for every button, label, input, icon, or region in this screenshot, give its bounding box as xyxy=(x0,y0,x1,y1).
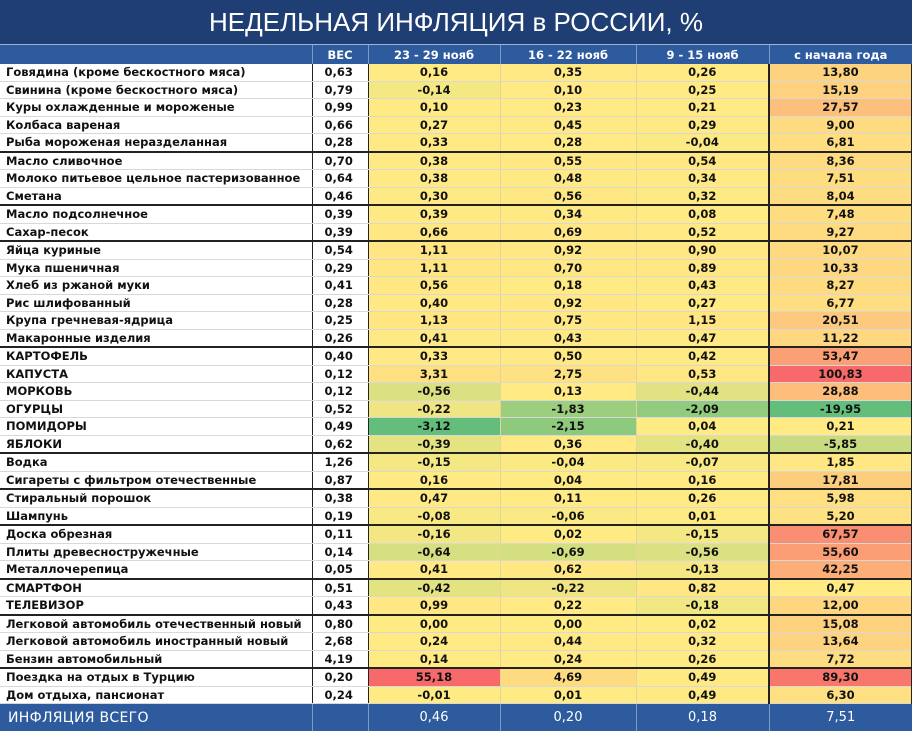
row-name: Водка xyxy=(0,453,312,471)
table-row xyxy=(0,81,912,99)
table-row xyxy=(0,134,912,152)
row-weight: 0,70 xyxy=(312,152,368,170)
row-week-1: 0,30 xyxy=(368,187,500,205)
table-row xyxy=(0,615,912,633)
table-row xyxy=(0,489,912,507)
row-weight: 0,87 xyxy=(312,471,368,489)
table-row xyxy=(0,152,912,170)
row-week-2: 0,92 xyxy=(500,241,636,259)
row-week-2: -2,15 xyxy=(500,418,636,436)
row-week-1: 0,16 xyxy=(368,471,500,489)
row-week-1: 0,99 xyxy=(368,597,500,615)
row-name: Яйца куриные xyxy=(0,241,312,259)
row-weight: 0,51 xyxy=(312,579,368,597)
row-weight: 0,29 xyxy=(312,259,368,277)
table-row xyxy=(0,507,912,525)
row-week-1: -0,22 xyxy=(368,400,500,418)
row-name: ТЕЛЕВИЗОР xyxy=(0,597,312,615)
row-name: Молоко питьевое цельное пастеризованное xyxy=(0,170,312,188)
row-week-1: 0,10 xyxy=(368,99,500,117)
row-week-1: -3,12 xyxy=(368,418,500,436)
row-ytd: 6,81 xyxy=(769,134,912,152)
row-week-3: 0,54 xyxy=(636,152,769,170)
row-week-1: 0,47 xyxy=(368,489,500,507)
table-row xyxy=(0,277,912,295)
row-name: Плиты древесностружечные xyxy=(0,543,312,561)
row-name: ЯБЛОКИ xyxy=(0,435,312,453)
table-row xyxy=(0,633,912,651)
row-ytd: 9,00 xyxy=(769,116,912,134)
row-ytd: 15,08 xyxy=(769,615,912,633)
row-week-2: 0,00 xyxy=(500,615,636,633)
row-week-3: -0,44 xyxy=(636,383,769,401)
row-week-2: -1,83 xyxy=(500,400,636,418)
row-week-1: 1,13 xyxy=(368,312,500,330)
row-name: Хлеб из ржаной муки xyxy=(0,277,312,295)
row-week-3: -0,40 xyxy=(636,435,769,453)
row-week-3: 0,26 xyxy=(636,489,769,507)
row-week-1: -0,15 xyxy=(368,453,500,471)
table-row xyxy=(0,187,912,205)
row-weight: 0,12 xyxy=(312,383,368,401)
row-name: Шампунь xyxy=(0,507,312,525)
table-row xyxy=(0,561,912,579)
row-ytd: 8,36 xyxy=(769,152,912,170)
table-row xyxy=(0,400,912,418)
row-name: Сахар-песок xyxy=(0,223,312,241)
row-name: Доска обрезная xyxy=(0,525,312,543)
row-week-2: 0,44 xyxy=(500,633,636,651)
header-weight: ВЕС xyxy=(312,45,368,64)
table-row xyxy=(0,294,912,312)
header-ytd: с начала года xyxy=(769,45,912,64)
row-week-1: 0,27 xyxy=(368,116,500,134)
row-name: Макаронные изделия xyxy=(0,329,312,347)
row-week-3: 0,82 xyxy=(636,579,769,597)
row-weight: 0,39 xyxy=(312,223,368,241)
row-name: СМАРТФОН xyxy=(0,579,312,597)
row-ytd: 5,98 xyxy=(769,489,912,507)
row-name: Легковой автомобиль отечественный новый xyxy=(0,615,312,633)
table-row xyxy=(0,99,912,117)
row-ytd: -19,95 xyxy=(769,400,912,418)
row-week-1: 0,40 xyxy=(368,294,500,312)
row-week-3: 0,04 xyxy=(636,418,769,436)
row-weight: 0,11 xyxy=(312,525,368,543)
row-weight: 0,25 xyxy=(312,312,368,330)
header-week-1: 23 - 29 нояб xyxy=(368,45,500,64)
row-week-2: 0,22 xyxy=(500,597,636,615)
row-week-3: 0,52 xyxy=(636,223,769,241)
row-ytd: -5,85 xyxy=(769,435,912,453)
inflation-table xyxy=(0,45,912,731)
row-week-1: -0,14 xyxy=(368,81,500,99)
row-weight: 0,52 xyxy=(312,400,368,418)
header-item xyxy=(0,45,312,64)
table-row xyxy=(0,223,912,241)
row-name: Металлочерепица xyxy=(0,561,312,579)
row-week-3: 0,08 xyxy=(636,205,769,223)
row-name: Рыба мороженая неразделанная xyxy=(0,134,312,152)
row-week-2: 0,62 xyxy=(500,561,636,579)
row-ytd: 8,04 xyxy=(769,187,912,205)
row-week-1: -0,08 xyxy=(368,507,500,525)
row-name: ПОМИДОРЫ xyxy=(0,418,312,436)
row-week-3: 0,53 xyxy=(636,365,769,383)
row-week-1: 55,18 xyxy=(368,668,500,686)
row-weight: 0,19 xyxy=(312,507,368,525)
row-ytd: 5,20 xyxy=(769,507,912,525)
row-ytd: 8,27 xyxy=(769,277,912,295)
row-name: Куры охлажденные и мороженые xyxy=(0,99,312,117)
header-week-3: 9 - 15 нояб xyxy=(636,45,769,64)
row-ytd: 53,47 xyxy=(769,347,912,365)
row-weight: 0,12 xyxy=(312,365,368,383)
row-week-3: 0,32 xyxy=(636,633,769,651)
row-name: Мука пшеничная xyxy=(0,259,312,277)
row-week-2: 0,04 xyxy=(500,471,636,489)
row-week-2: 0,02 xyxy=(500,525,636,543)
row-week-1: 0,41 xyxy=(368,329,500,347)
table-row xyxy=(0,116,912,134)
row-week-3: -0,18 xyxy=(636,597,769,615)
row-name: Масло сливочное xyxy=(0,152,312,170)
row-week-3: 0,49 xyxy=(636,686,769,704)
row-week-2: -0,04 xyxy=(500,453,636,471)
row-week-1: 1,11 xyxy=(368,259,500,277)
row-week-2: 0,18 xyxy=(500,277,636,295)
row-week-1: -0,42 xyxy=(368,579,500,597)
total-week-1: 0,46 xyxy=(368,704,500,732)
row-ytd: 20,51 xyxy=(769,312,912,330)
row-weight: 0,14 xyxy=(312,543,368,561)
row-weight: 1,26 xyxy=(312,453,368,471)
row-weight: 0,24 xyxy=(312,686,368,704)
row-week-2: 0,13 xyxy=(500,383,636,401)
row-week-1: 0,39 xyxy=(368,205,500,223)
row-weight: 0,49 xyxy=(312,418,368,436)
row-week-3: 0,26 xyxy=(636,64,769,81)
row-week-2: 0,55 xyxy=(500,152,636,170)
row-week-1: -0,16 xyxy=(368,525,500,543)
row-weight: 0,54 xyxy=(312,241,368,259)
table-row xyxy=(0,579,912,597)
row-week-2: 0,45 xyxy=(500,116,636,134)
row-ytd: 11,22 xyxy=(769,329,912,347)
table-row xyxy=(0,170,912,188)
table-row xyxy=(0,686,912,704)
table-row xyxy=(0,435,912,453)
table-row xyxy=(0,543,912,561)
row-week-2: 0,50 xyxy=(500,347,636,365)
row-ytd: 9,27 xyxy=(769,223,912,241)
row-week-1: 0,14 xyxy=(368,650,500,668)
row-ytd: 67,57 xyxy=(769,525,912,543)
row-week-3: 0,21 xyxy=(636,99,769,117)
row-name: Поездка на отдых в Турцию xyxy=(0,668,312,686)
table-row xyxy=(0,597,912,615)
row-week-2: 0,92 xyxy=(500,294,636,312)
row-name: Бензин автомобильный xyxy=(0,650,312,668)
row-name: КАПУСТА xyxy=(0,365,312,383)
row-name: МОРКОВЬ xyxy=(0,383,312,401)
row-week-3: 0,02 xyxy=(636,615,769,633)
row-ytd: 42,25 xyxy=(769,561,912,579)
table-row xyxy=(0,668,912,686)
row-name: Сметана xyxy=(0,187,312,205)
row-week-3: 0,89 xyxy=(636,259,769,277)
row-weight: 0,43 xyxy=(312,597,368,615)
row-weight: 0,79 xyxy=(312,81,368,99)
row-week-2: 0,48 xyxy=(500,170,636,188)
row-week-3: 0,27 xyxy=(636,294,769,312)
row-week-2: -0,06 xyxy=(500,507,636,525)
row-ytd: 28,88 xyxy=(769,383,912,401)
table-row xyxy=(0,365,912,383)
row-ytd: 0,47 xyxy=(769,579,912,597)
row-week-1: 3,31 xyxy=(368,365,500,383)
table-row xyxy=(0,259,912,277)
row-ytd: 0,21 xyxy=(769,418,912,436)
row-weight: 0,38 xyxy=(312,489,368,507)
row-week-3: 0,34 xyxy=(636,170,769,188)
total-row xyxy=(0,704,912,732)
row-week-1: 0,38 xyxy=(368,170,500,188)
total-label: ИНФЛЯЦИЯ ВСЕГО xyxy=(0,704,312,732)
row-weight: 0,46 xyxy=(312,187,368,205)
row-name: Свинина (кроме бескостного мяса) xyxy=(0,81,312,99)
row-weight: 0,40 xyxy=(312,347,368,365)
row-name: КАРТОФЕЛЬ xyxy=(0,347,312,365)
row-name: Масло подсолнечное xyxy=(0,205,312,223)
row-name: Стиральный порошок xyxy=(0,489,312,507)
row-week-2: 0,43 xyxy=(500,329,636,347)
row-weight: 0,80 xyxy=(312,615,368,633)
row-week-2: -0,69 xyxy=(500,543,636,561)
row-ytd: 6,77 xyxy=(769,294,912,312)
row-week-1: 0,33 xyxy=(368,347,500,365)
row-week-3: 0,01 xyxy=(636,507,769,525)
row-week-2: 0,01 xyxy=(500,686,636,704)
row-week-1: 0,33 xyxy=(368,134,500,152)
row-week-1: 0,41 xyxy=(368,561,500,579)
row-week-2: 0,10 xyxy=(500,81,636,99)
table-body xyxy=(0,64,912,704)
row-name: Сигареты с фильтром отечественные xyxy=(0,471,312,489)
table-row xyxy=(0,650,912,668)
row-ytd: 13,80 xyxy=(769,64,912,81)
row-week-1: 0,66 xyxy=(368,223,500,241)
total-weight xyxy=(312,704,368,732)
row-ytd: 89,30 xyxy=(769,668,912,686)
row-weight: 2,68 xyxy=(312,633,368,651)
row-ytd: 7,48 xyxy=(769,205,912,223)
row-weight: 0,41 xyxy=(312,277,368,295)
row-weight: 0,63 xyxy=(312,64,368,81)
row-week-3: 0,26 xyxy=(636,650,769,668)
row-week-1: 0,00 xyxy=(368,615,500,633)
row-name: Колбаса вареная xyxy=(0,116,312,134)
row-week-2: 0,28 xyxy=(500,134,636,152)
row-ytd: 7,51 xyxy=(769,170,912,188)
row-week-1: -0,56 xyxy=(368,383,500,401)
total-week-3: 0,18 xyxy=(636,704,769,732)
row-weight: 0,39 xyxy=(312,205,368,223)
row-week-3: 0,29 xyxy=(636,116,769,134)
row-week-3: 0,25 xyxy=(636,81,769,99)
row-week-2: -0,22 xyxy=(500,579,636,597)
row-week-3: -2,09 xyxy=(636,400,769,418)
row-ytd: 10,33 xyxy=(769,259,912,277)
row-week-3: 0,43 xyxy=(636,277,769,295)
row-week-1: 0,24 xyxy=(368,633,500,651)
row-week-3: -0,13 xyxy=(636,561,769,579)
row-week-1: 0,56 xyxy=(368,277,500,295)
table-row xyxy=(0,525,912,543)
table-row xyxy=(0,205,912,223)
row-week-2: 0,69 xyxy=(500,223,636,241)
row-name: Легковой автомобиль иностранный новый xyxy=(0,633,312,651)
row-week-2: 0,70 xyxy=(500,259,636,277)
row-week-1: 1,11 xyxy=(368,241,500,259)
table-row xyxy=(0,418,912,436)
table-row xyxy=(0,347,912,365)
table-row xyxy=(0,329,912,347)
row-week-2: 0,56 xyxy=(500,187,636,205)
row-ytd: 100,83 xyxy=(769,365,912,383)
table-row xyxy=(0,312,912,330)
row-ytd: 6,30 xyxy=(769,686,912,704)
row-ytd: 27,57 xyxy=(769,99,912,117)
page-title: НЕДЕЛЬНАЯ ИНФЛЯЦИЯ в РОССИИ, % xyxy=(0,0,912,45)
row-week-2: 0,11 xyxy=(500,489,636,507)
row-week-2: 0,36 xyxy=(500,435,636,453)
total-week-2: 0,20 xyxy=(500,704,636,732)
row-name: Дом отдыха, пансионат xyxy=(0,686,312,704)
header-row xyxy=(0,45,912,64)
row-week-2: 4,69 xyxy=(500,668,636,686)
row-week-3: -0,15 xyxy=(636,525,769,543)
total-ytd: 7,51 xyxy=(769,704,912,732)
row-week-2: 0,34 xyxy=(500,205,636,223)
row-weight: 0,26 xyxy=(312,329,368,347)
row-week-2: 0,35 xyxy=(500,64,636,81)
row-weight: 4,19 xyxy=(312,650,368,668)
row-name: ОГУРЦЫ xyxy=(0,400,312,418)
row-week-2: 0,23 xyxy=(500,99,636,117)
row-weight: 0,20 xyxy=(312,668,368,686)
row-week-3: 0,90 xyxy=(636,241,769,259)
row-week-1: 0,16 xyxy=(368,64,500,81)
header-week-2: 16 - 22 нояб xyxy=(500,45,636,64)
row-week-3: -0,56 xyxy=(636,543,769,561)
row-weight: 0,28 xyxy=(312,294,368,312)
row-week-2: 0,24 xyxy=(500,650,636,668)
row-weight: 0,66 xyxy=(312,116,368,134)
table-row xyxy=(0,64,912,81)
row-ytd: 15,19 xyxy=(769,81,912,99)
table-row xyxy=(0,471,912,489)
row-week-3: 0,42 xyxy=(636,347,769,365)
row-week-1: -0,64 xyxy=(368,543,500,561)
row-ytd: 7,72 xyxy=(769,650,912,668)
row-weight: 0,28 xyxy=(312,134,368,152)
table-row xyxy=(0,383,912,401)
row-ytd: 12,00 xyxy=(769,597,912,615)
row-week-3: -0,07 xyxy=(636,453,769,471)
row-week-2: 0,75 xyxy=(500,312,636,330)
row-weight: 0,64 xyxy=(312,170,368,188)
row-week-3: 0,47 xyxy=(636,329,769,347)
row-weight: 0,62 xyxy=(312,435,368,453)
row-week-1: 0,38 xyxy=(368,152,500,170)
table-row xyxy=(0,241,912,259)
row-week-3: 1,15 xyxy=(636,312,769,330)
table-row xyxy=(0,453,912,471)
row-week-3: 0,49 xyxy=(636,668,769,686)
row-name: Крупа гречневая-ядрица xyxy=(0,312,312,330)
row-week-3: -0,04 xyxy=(636,134,769,152)
row-name: Говядина (кроме бескостного мяса) xyxy=(0,64,312,81)
row-week-3: 0,32 xyxy=(636,187,769,205)
row-ytd: 55,60 xyxy=(769,543,912,561)
row-weight: 0,05 xyxy=(312,561,368,579)
row-name: Рис шлифованный xyxy=(0,294,312,312)
row-ytd: 13,64 xyxy=(769,633,912,651)
row-weight: 0,99 xyxy=(312,99,368,117)
row-week-2: 2,75 xyxy=(500,365,636,383)
row-week-1: -0,39 xyxy=(368,435,500,453)
row-ytd: 10,07 xyxy=(769,241,912,259)
row-week-1: -0,01 xyxy=(368,686,500,704)
row-ytd: 1,85 xyxy=(769,453,912,471)
row-week-3: 0,16 xyxy=(636,471,769,489)
row-ytd: 17,81 xyxy=(769,471,912,489)
